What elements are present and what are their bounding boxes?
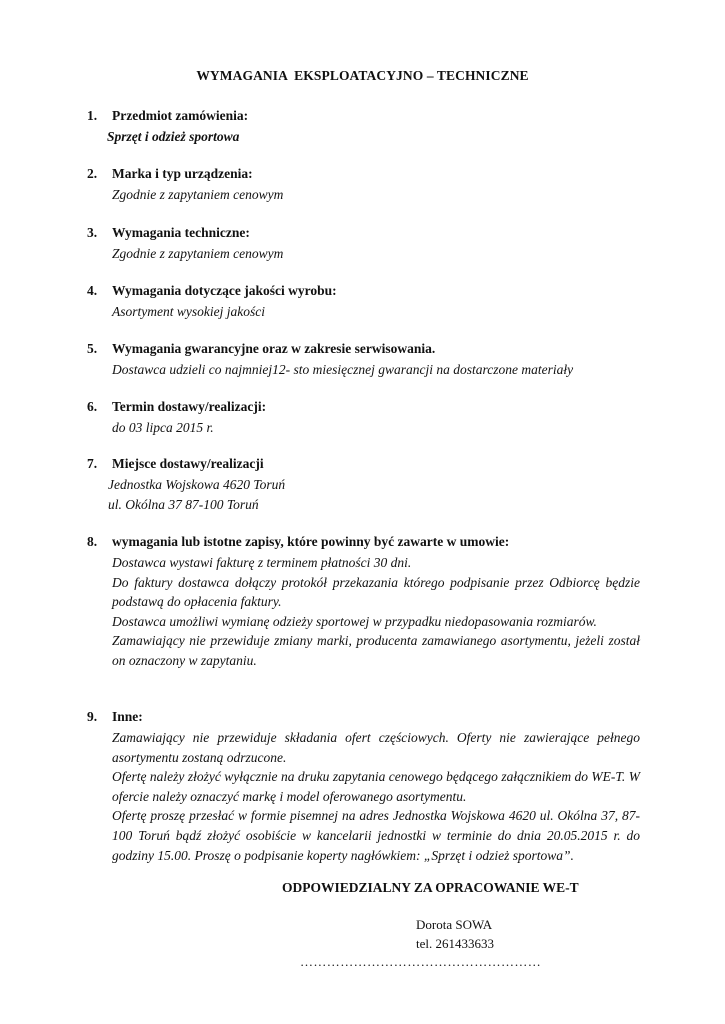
section-paragraph: Zamawiający nie przewiduje składania ofert częściowych. Oferty nie zawierające pełnego asortymentu zostaną odrzucone. <box>112 730 640 765</box>
section-number: 5. <box>87 341 98 356</box>
signature-name: Dorota SOWA <box>416 917 493 932</box>
section-text: Sprzęt i odzież sportowa <box>107 129 240 144</box>
section-heading: Miejsce dostawy/realizacji <box>112 456 264 471</box>
section-heading: Wymagania techniczne: <box>112 225 250 240</box>
section-number: 7. <box>87 456 98 471</box>
section-paragraph: Dostawca umożliwi wymianę odzieży sportowej w przypadku niedopasowania rozmiarów. <box>112 613 597 629</box>
section-heading: wymagania lub istotne zapisy, które powinny być zawarte w umowie: <box>112 534 510 549</box>
section-text: Zgodnie z zapytaniem cenowym <box>112 187 284 202</box>
section-heading: Inne: <box>112 709 143 724</box>
address-line: Jednostka Wojskowa 4620 Toruń <box>108 477 286 492</box>
section-heading: Termin dostawy/realizacji: <box>112 399 267 414</box>
section-number: 2. <box>87 166 98 181</box>
section-text: Zgodnie z zapytaniem cenowym <box>112 246 284 261</box>
section-number: 3. <box>87 225 98 240</box>
signature-phone: tel. 261433633 <box>416 936 494 951</box>
section-paragraph: Do faktury dostawca dołączy protokół przekazania którego podpisanie przez Odbiorcę będzie podstawą do opłacenia faktury. <box>112 574 640 610</box>
section-text: do 03 lipca 2015 r. <box>112 420 214 435</box>
section-number: 9. <box>87 709 98 724</box>
section-heading: Przedmiot zamówienia: <box>112 108 249 123</box>
section-paragraph: Dostawca wystawi fakturę z terminem płatności 30 dni. <box>112 555 412 570</box>
section-heading: Marka i typ urządzenia: <box>112 166 253 181</box>
section-text: Dostawca udzieli co najmniej12- sto miesięcznej gwarancji na dostarczone materiały <box>112 362 574 377</box>
section-heading: Wymagania gwarancyjne oraz w zakresie serwisowania. <box>112 341 436 356</box>
section-number: 4. <box>87 283 98 298</box>
section-heading: Wymagania dotyczące jakości wyrobu: <box>112 283 337 298</box>
section-number: 1. <box>87 108 98 123</box>
section-paragraph: Ofertę proszę przesłać w formie pisemnej na adres Jednostka Wojskowa 4620 ul. Okólna 37, 87-100 Toruń bądź złożyć osobiście w kancelarii jednostki w terminie do dnia 20.05.2015 r. do godziny 15.00. Proszę o podpisanie koperty nagłówkiem: „Sprzęt i odzież sportowa”. <box>112 808 640 863</box>
signature-heading: ODPOWIEDZIALNY ZA OPRACOWANIE WE-T <box>282 880 579 895</box>
section-paragraph: Zamawiający nie przewiduje zmiany marki, producenta zamawianego asortymentu, jeżeli został on oznaczony w zapytaniu. <box>112 633 640 668</box>
section-number: 8. <box>87 534 98 549</box>
document-title: WYMAGANIA EKSPLOATACYJNO – TECHNICZNE <box>196 68 529 83</box>
signature-line: ……………………………………………… <box>300 954 542 969</box>
address-line: ul. Okólna 37 87-100 Toruń <box>108 496 259 512</box>
section-text: Asortyment wysokiej jakości <box>112 304 265 319</box>
section-number: 6. <box>87 399 98 414</box>
section-paragraph: Ofertę należy złożyć wyłącznie na druku zapytania cenowego będącego załącznikiem do WE-T. W ofercie należy oznaczyć markę i model oferowanego asortymentu. <box>112 769 640 804</box>
